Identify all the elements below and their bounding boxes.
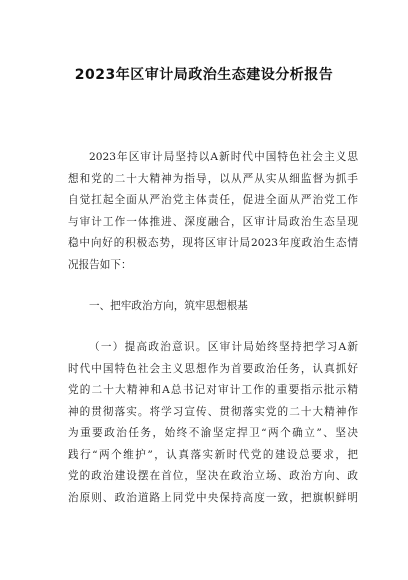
text-line: 稳中向好的积极态势，现将区审计局2023年度政治生态情 [68, 237, 358, 249]
text-line: 时代中国特色社会主义思想作为首要政治任务，认真抓好 [68, 362, 358, 375]
text-line: 党的政治建设摆在首位，坚决在政治立场、政治方向、政 [68, 470, 358, 482]
section-heading: 一、把牢政治方向，筑牢思想根基 [89, 300, 248, 312]
text-line: （一）提高政治意识。区审计局始终坚持把学习A新 [89, 341, 358, 353]
text-line: 与审计工作一体推进、深度融合，区审计局政治生态呈现 [68, 215, 358, 228]
text-line: 为重要政治任务，始终不渝坚定捍卫“两个确立”、坚决 [68, 427, 358, 439]
text-line: 自觉扛起全面从严治党主体责任，促进全面从严治党工作 [68, 194, 358, 206]
text-line: 党的二十大精神和A总书记对审计工作的重要指示批示精 [68, 384, 358, 396]
text-line: 况报告如下： [68, 258, 132, 271]
document-title: 2023年区审计局政治生态建设分析报告 [74, 67, 334, 83]
text-line: 神的贯彻落实。将学习宣传、贯彻落实党的二十大精神作 [68, 405, 358, 418]
text-line: 治原则、政治道路上同党中央保持高度一致，把旗帜鲜明 [68, 491, 358, 504]
text-line: 践行“两个维护”，认真落实新时代党的建设总要求，把 [68, 448, 358, 461]
text-line: 想和党的二十大精神为指导，以从严从实从细监督为抓手 [68, 172, 358, 185]
section-paragraph [68, 337, 358, 509]
intro-paragraph [68, 147, 358, 276]
text-line: 2023年区审计局坚持以A新时代中国特色社会主义思 [89, 151, 358, 163]
